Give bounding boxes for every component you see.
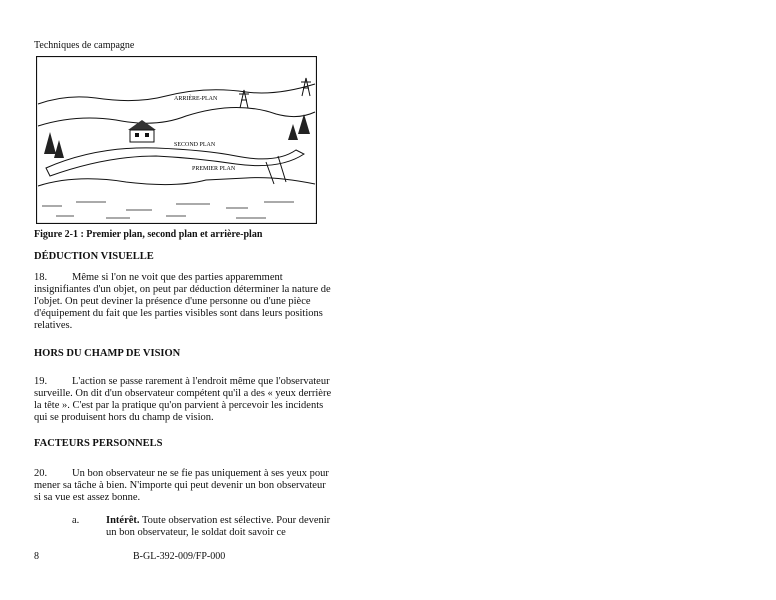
paragraph-number: 20. — [34, 468, 48, 479]
running-header: Techniques de campagne — [34, 40, 135, 51]
figure-frame — [37, 57, 317, 224]
paragraph-text: L'action se passe rarement à l'endroit même que l'observateur surveille. On dit d'un observateur compétent qu'il a des « yeux derrière la tête ». C'est par la pratique qu'on parvient à percevoir les incidents qui se produisent hors du champ de vision. — [34, 376, 332, 423]
document-reference: B-GL-392-009/FP-000 — [133, 551, 226, 562]
paragraph-text: Un bon observateur ne se fie pas uniquement à ses yeux pour mener sa tâche à bien. N'importe qui peut devenir un bon observateur si sa vue est assez bonne. — [34, 468, 329, 503]
label-background: ARRIÈRE-PLAN — [174, 96, 218, 102]
figure-caption: Figure 2-1 : Premier plan, second plan et arrière-plan — [34, 229, 263, 240]
paragraph — [34, 272, 334, 332]
paragraph — [34, 468, 334, 504]
landscape-figure — [36, 56, 317, 224]
section-heading: FACTEURS PERSONNELS — [34, 438, 163, 449]
label-foreground: PREMIER PLAN — [192, 166, 236, 172]
paragraph — [34, 376, 334, 424]
item-label: a. — [72, 515, 80, 526]
paragraph-text: Même si l'on ne voit que des parties apparemment insignifiantes d'un objet, on peut par déduction déterminer la nature de l'objet. On peut deviner la présence d'une personne ou d'une pièce d'équipement du fait que les parties visibles sont dans leurs positions relatives. — [34, 272, 331, 331]
page-number: 8 — [34, 551, 39, 562]
paragraph-number: 19. — [34, 376, 48, 387]
paragraph-number: 18. — [34, 272, 48, 283]
section-heading: DÉDUCTION VISUELLE — [34, 251, 154, 262]
label-middle: SECOND PLAN — [174, 142, 216, 148]
item-term: Intérêt. — [106, 515, 140, 526]
section-heading: HORS DU CHAMP DE VISION — [34, 348, 181, 359]
item-text: Toute observation est sélective. Pour devenir un bon observateur, le soldat doit savoir ce — [106, 515, 331, 538]
